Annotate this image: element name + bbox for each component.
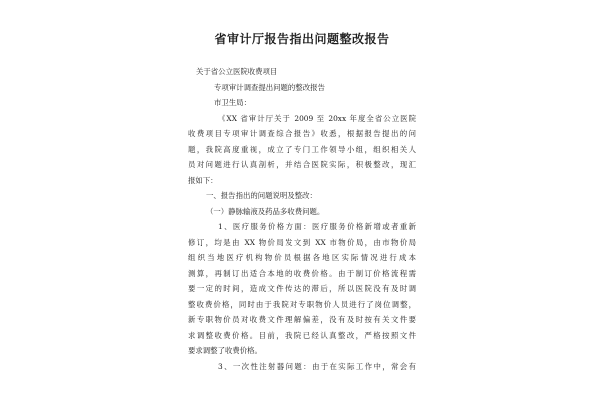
paragraph-line: 3、一次性注射器问题：由于在实际工作中，常会有 bbox=[218, 361, 416, 371]
paragraph-line: 《XX 省审计厅关于 2009 至 20xx 年度全省公立医院 bbox=[218, 113, 416, 123]
section-heading: 一、报告指出的问题说明及整改： bbox=[206, 191, 317, 200]
paragraph-line: 要一定的时间，造成文件传达的滞后，所以医院没有及时调 bbox=[188, 284, 416, 293]
paragraph-line: 1、医疗服务价格方面：医疗服务价格新增或者重新 bbox=[218, 222, 416, 231]
paragraph-line: 修订，均是由 XX 物价局发文到 XX 市物价局，由市物价局 bbox=[188, 237, 416, 247]
subject-line: 关于省公立医院收费项目 bbox=[196, 67, 278, 76]
paragraph-line: 题，我院高度重视，成立了专门工作领导小组，组织相关人 bbox=[188, 144, 416, 154]
paragraph-line: 新专职物价员对收费文件理解偏差，没有及时按有关文件要 bbox=[188, 315, 416, 324]
paragraph-line: 测算，再制订出适合本地的收费价格。由于制订价格流程需 bbox=[188, 268, 416, 278]
subsection-heading: （一）静脉输液及药品多收费问题。 bbox=[206, 206, 325, 216]
paragraph-line: 要求调整了收费价格。 bbox=[188, 346, 262, 355]
paragraph-line: 求调整收费价格。目前，我院已经认真整改，严格按照文件 bbox=[188, 330, 416, 340]
recipient-line: 市卫生局： bbox=[214, 98, 251, 107]
document-page bbox=[188, 30, 416, 371]
document-body bbox=[188, 64, 416, 374]
paragraph-line: 报如下： bbox=[188, 175, 218, 185]
paragraph-line: 整收费价格，同时由于我院对专职物价人员进行了岗位调整， bbox=[188, 299, 416, 309]
document-title: 省审计厅报告指出问题整改报告 bbox=[214, 32, 390, 46]
paragraph-line: 组织当地医疗机构物价员根据各地区实际情况进行成本 bbox=[188, 253, 416, 262]
paragraph-line: 员对问题进行认真剖析，并结合医院实际，积极整改，现汇 bbox=[188, 160, 416, 169]
paragraph-line: 收费项目专项审计调查综合报告》收悉，根据报告提出的问 bbox=[188, 129, 416, 138]
subject-line: 专项审计调查提出问题的整改报告 bbox=[214, 82, 325, 92]
